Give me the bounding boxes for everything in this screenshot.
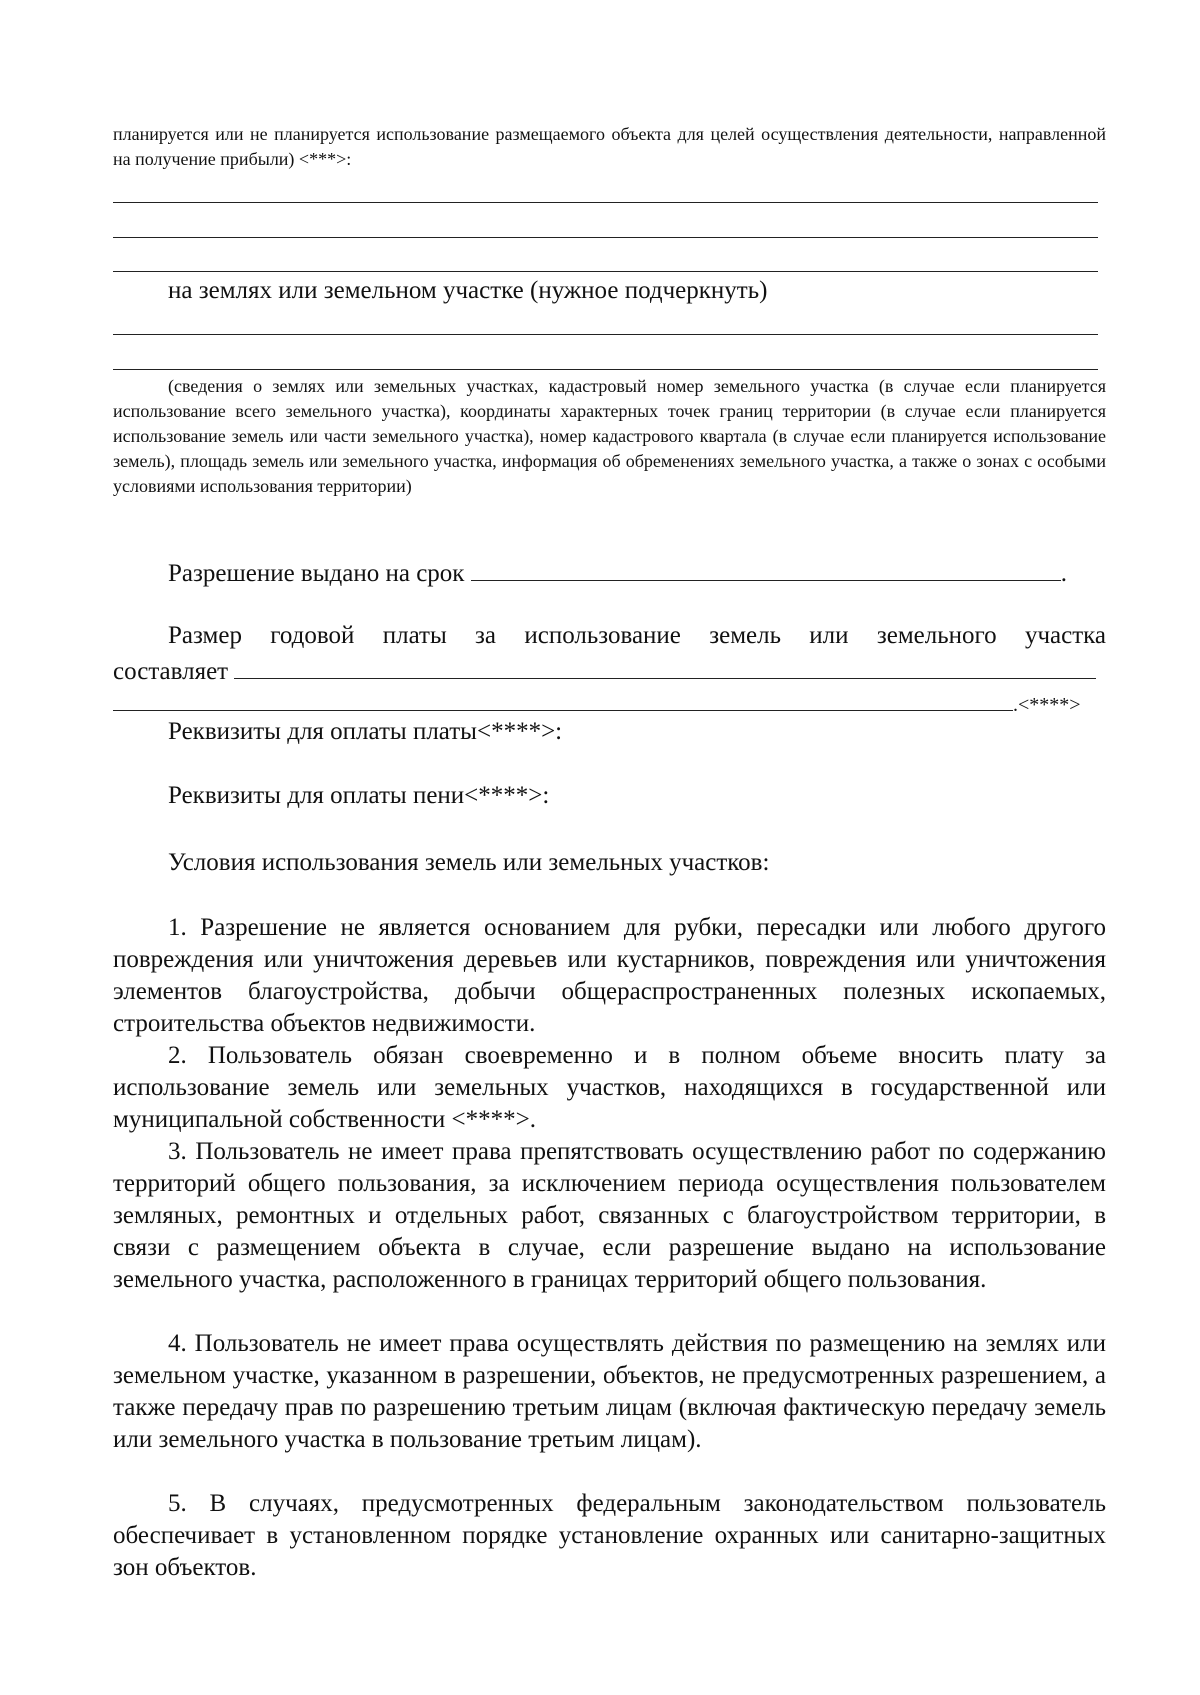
fee-footnote: .<****> <box>1013 694 1081 716</box>
fee-blank-2 <box>113 684 1013 711</box>
penalty-details: Реквизиты для оплаты пени<****>: <box>168 782 550 809</box>
permit-term-end: . <box>1060 560 1067 587</box>
fee-label-line2-row <box>113 652 1106 688</box>
blank-line <box>113 237 1098 238</box>
condition-item-4: 4. Пользователь не имеет права осуществлять действия по размещению на землях или земельном участке, указанном в разрешении, объектов, не предусмотренных разрешением, а также передачу прав по разрешению третьим лицам (включая фактическую передачу земель или земельного участка в пользование третьим лицам). <box>113 1330 1106 1453</box>
condition-item-3: 3. Пользователь не имеет права препятствовать осуществлению работ по содержанию территорий общего пользования, за исключением периода осуществления пользователем земляных, ремонтных и отдельных работ, связанных с благоустройством территории, в связи с размещением объекта в случае, если разрешение выдано на использование земельного участка, расположенного в границах территорий общего пользования. <box>113 1138 1106 1293</box>
condition-item-5: 5. В случаях, предусмотренных федеральным законодательством пользователь обеспечивает в установленном порядке установление охранных или санитарно-защитных зон объектов. <box>113 1490 1106 1581</box>
payment-details: Реквизиты для оплаты платы<****>: <box>168 718 563 745</box>
land-heading: на землях или земельном участке (нужное подчеркнуть) <box>168 277 768 304</box>
condition-item-2: 2. Пользователь обязан своевременно и в полном объеме вносить плату за использование земель или земельных участков, находящихся в государственной или муниципальной собственности <****>. <box>113 1042 1106 1133</box>
blank-line <box>113 334 1098 335</box>
intro-paragraph: планируется или не планируется использование размещаемого объекта для целей осуществления деятельности, направленной на получение прибыли) <***>: <box>113 124 1106 169</box>
conditions-heading: Условия использования земель или земельных участков: <box>168 849 770 876</box>
fee-footnote-row <box>113 684 1106 716</box>
permit-term-row <box>113 554 1106 590</box>
fee-label-line1: Размер годовой платы за использование земель или земельного участка <box>168 622 1106 649</box>
permit-term-blank <box>471 554 1061 581</box>
land-note: (сведения о землях или земельных участках, кадастровый номер земельного участка (в случае если планируется использование всего земельного участка), координаты характерных точек границ территории (в случае если планируется использование земель или части земельного участка), номер кадастрового квартала (в случае если планируется использование земель), площадь земель или земельного участка, информация об обременениях земельного участка, а также о зонах с особыми условиями использования территории) <box>113 376 1106 496</box>
fee-blank <box>234 652 1096 679</box>
permit-term-label: Разрешение выдано на срок <box>168 560 465 587</box>
blank-line <box>113 369 1098 370</box>
fee-label-line2: составляет <box>113 658 229 685</box>
blank-line <box>113 202 1098 203</box>
blank-line <box>113 271 1098 272</box>
condition-item-1: 1. Разрешение не является основанием для рубки, пересадки или любого другого повреждения или уничтожения деревьев или кустарников, повреждения или уничтожения элементов благоустройства, добычи общераспространенных полезных ископаемых, строительства объектов недвижимости. <box>113 914 1106 1037</box>
